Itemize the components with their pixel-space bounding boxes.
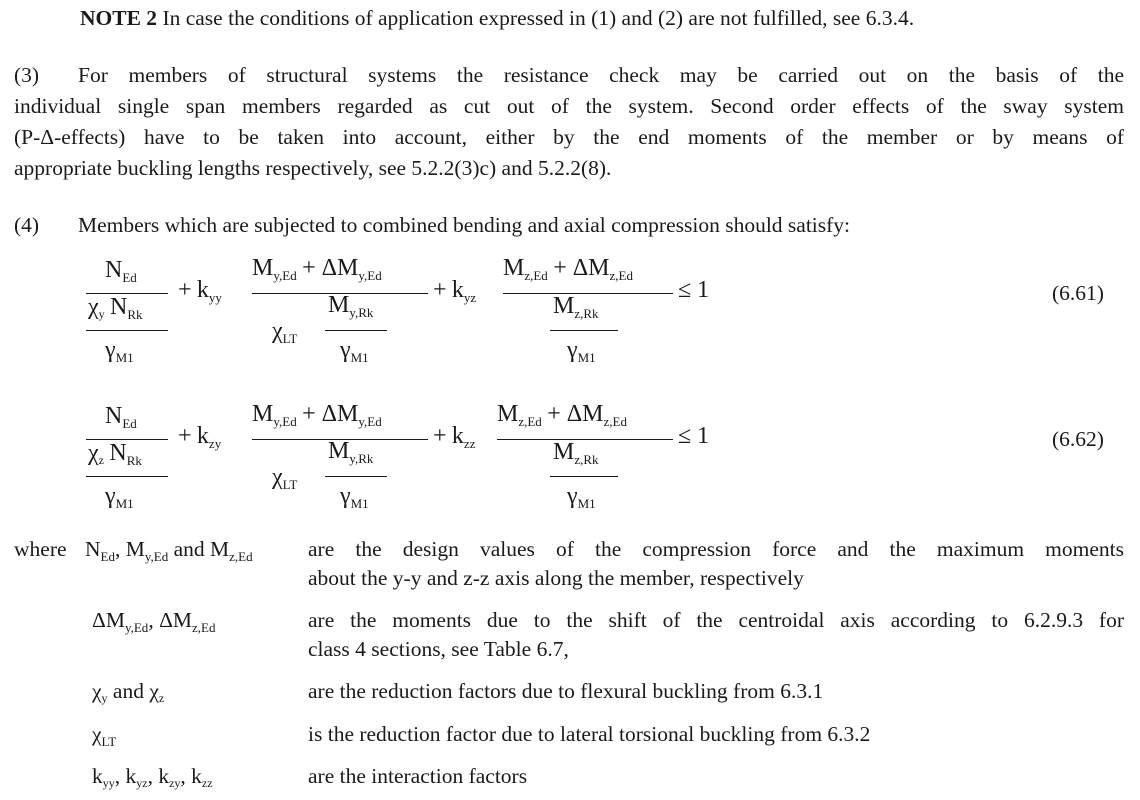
eq1-fraction-bar-2b — [325, 330, 387, 331]
eq2-Mz-Rk: $M_{z,Rk}$ — [553, 439, 599, 467]
para-3-number: (3) — [14, 63, 40, 87]
eq2-le-1: ≤ 1 — [678, 423, 710, 449]
eq2-My-Rk: $M_{y,Rk}$ — [328, 438, 374, 466]
eq2-plus-k2: + $k_{zz}$ — [433, 423, 476, 451]
eq2-fraction-bar-3b — [550, 476, 618, 477]
eq2-gamma-M1-a: $\gamma_{M1}$ — [105, 483, 134, 511]
eq1-number: (6.61) — [1052, 281, 1104, 305]
eq1-N-Ed: $N_{Ed}$ — [105, 257, 137, 285]
para-3-line-2: individual single span members regarded as cut out of the system. Second order effects of the sway system — [14, 94, 1124, 118]
eq1-gamma-M1-c: $\gamma_{M1}$ — [567, 337, 596, 365]
eq1-plus-k2: + $k_{yz}$ — [433, 277, 477, 305]
para-4-number: (4) — [14, 213, 40, 237]
eq1-gamma-M1-a: $\gamma_{M1}$ — [105, 337, 134, 365]
eq2-chi-N-Rk: χz $N_{Rk}$ — [88, 440, 142, 468]
eq2-fraction-bar-2b — [325, 476, 387, 477]
where-delta-m-symbols: $\Delta M_{y,Ed}$, $\Delta M_{z,Ed}$ — [92, 608, 216, 635]
eq1-fraction-bar-3b — [550, 330, 618, 331]
eq1-fraction-bar-1b — [86, 330, 168, 331]
where-chi-symbols: χy and χz — [92, 679, 165, 705]
where-first-def-1: are the design values of the compression force and the maximum moments — [308, 537, 1124, 561]
where-first-def-2: about the y-y and z-z axis along the member, respectively — [308, 566, 804, 590]
eq2-Mz-numerator: $M_{z,Ed} + \Delta M_{z,Ed}$ — [497, 401, 627, 429]
eq2-gamma-M1-b: $\gamma_{M1}$ — [340, 483, 369, 511]
eq1-le-1: ≤ 1 — [678, 277, 710, 303]
eq2-gamma-M1-c: $\gamma_{M1}$ — [567, 483, 596, 511]
eq1-gamma-M1-b: $\gamma_{M1}$ — [340, 337, 369, 365]
note-text: In case the conditions of application expressed in (1) and (2) are not fulfilled, see 6.3.4. — [162, 6, 915, 30]
eq1-chi-N-Rk: χy $N_{Rk}$ — [88, 294, 143, 322]
eq2-number: (6.62) — [1052, 427, 1104, 451]
where-label: where — [14, 537, 67, 561]
eq1-plus-k1: + $k_{yy}$ — [178, 277, 222, 305]
eq2-chi-LT: $\chi_{LT}$ — [272, 464, 298, 492]
where-first-symbols: $N_{Ed}$, $M_{y,Ed}$ and $M_{z,Ed}$ — [85, 537, 253, 564]
eq2-fraction-bar-1b — [86, 476, 168, 477]
where-delta-m-def-1: are the moments due to the shift of the centroidal axis according to 6.2.9.3 for — [308, 608, 1124, 632]
eq1-My-numerator: $M_{y,Ed} + \Delta M_{y,Ed}$ — [252, 255, 382, 283]
eq2-N-Ed: $N_{Ed}$ — [105, 403, 137, 431]
where-chi-lt-symbol: $\chi_{LT}$ — [92, 722, 117, 749]
eq1-Mz-Rk: $M_{z,Rk}$ — [553, 293, 599, 321]
eq1-My-Rk: $M_{y,Rk}$ — [328, 292, 374, 320]
note-2 — [80, 4, 914, 33]
where-k-symbols: kyy, kyz, kzy, kzz — [92, 764, 213, 790]
eq1-chi-LT: $\chi_{LT}$ — [272, 318, 298, 346]
para-3-line-3: (P-Δ-effects) have to be taken into account, either by the end moments of the member or by means of — [14, 125, 1124, 149]
eq2-My-numerator: $M_{y,Ed} + \Delta M_{y,Ed}$ — [252, 401, 382, 429]
eq1-Mz-numerator: $M_{z,Ed} + \Delta M_{z,Ed}$ — [503, 255, 633, 283]
where-k-def: are the interaction factors — [308, 764, 528, 788]
where-chi-def: are the reduction factors due to flexural buckling from 6.3.1 — [308, 679, 824, 703]
note-label: NOTE 2 — [80, 6, 158, 30]
eq2-plus-k1: + $k_{zy}$ — [178, 423, 222, 451]
where-chi-lt-def: is the reduction factor due to lateral torsional buckling from 6.3.2 — [308, 722, 871, 746]
para-3-line-1: For members of structural systems the resistance check may be carried out on the basis of the — [78, 63, 1124, 87]
where-delta-m-def-2: class 4 sections, see Table 6.7, — [308, 637, 569, 661]
para-4-text: Members which are subjected to combined bending and axial compression should satisfy: — [78, 213, 851, 237]
para-3-line-4: appropriate buckling lengths respectively, see 5.2.2(3)c) and 5.2.2(8). — [14, 156, 612, 180]
